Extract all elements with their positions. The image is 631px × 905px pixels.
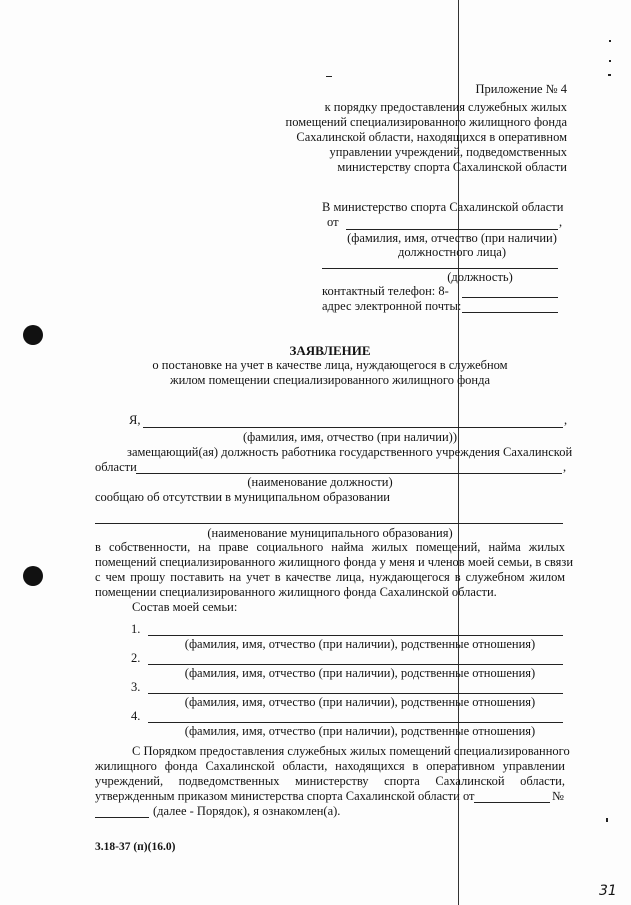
order-date-line — [474, 802, 550, 803]
family-member-line — [148, 722, 563, 723]
family-label: Состав моей семьи: — [132, 600, 238, 614]
header-line: управлении учреждений, подведомственных — [329, 145, 567, 159]
family-member-line — [148, 635, 563, 636]
position-caption: (должность) — [447, 270, 513, 284]
statement-line: с чем прошу поставить на учет в качестве лица, нуждающегося в служебном жилом — [95, 570, 565, 584]
phone-label: контактный телефон: 8- — [322, 284, 449, 298]
statement-line: помещений специализированного жилищного фонда у меня и членов моей семьи, в связи — [95, 555, 574, 569]
region-line-end: , — [563, 460, 567, 474]
email-label: адрес электронной почты: — [322, 299, 462, 313]
from-caption: (фамилия, имя, отчество (при наличии) — [347, 231, 557, 245]
form-code: 3.18-37 (п)(16.0) — [95, 841, 176, 853]
family-number: 4. — [131, 709, 141, 723]
applicant-caption: (фамилия, имя, отчество (при наличии)) — [242, 430, 457, 444]
closing-line: жилищного фонда Сахалинской области, находящихся в оперативном управлении — [95, 759, 565, 773]
scan-speck — [326, 76, 332, 77]
order-number-line — [95, 817, 149, 818]
scan-speck — [606, 818, 608, 822]
addressee-from-label: от — [327, 215, 339, 229]
from-caption-2: должностного лица) — [397, 245, 507, 259]
document-title: ЗАЯВЛЕНИЕ — [289, 343, 371, 358]
header-line: министерству спорта Сахалинской области — [337, 160, 567, 174]
family-member-line — [148, 664, 563, 665]
family-member-caption: (фамилия, имя, отчество (при наличии), родственные отношения) — [184, 724, 536, 738]
scan-speck — [609, 60, 611, 62]
binder-hole-bottom — [23, 566, 43, 586]
phone-line — [462, 297, 558, 298]
family-member-line — [148, 693, 563, 694]
position-text: замещающий(ая) должность работника государственного учреждения Сахалинской — [127, 445, 573, 459]
family-number: 3. — [131, 680, 141, 694]
position-name-caption: (наименование должности) — [247, 475, 393, 489]
addressee-to: В министерство спорта Сахалинской области — [322, 200, 564, 214]
municipality-caption: (наименование муниципального образования) — [207, 526, 453, 540]
from-line-end: , — [559, 215, 563, 229]
statement-line: помещении специализированного жилищного фонда Сахалинской области. — [95, 585, 497, 599]
approved-text: утвержденным приказом министерства спорта Сахалинской области от — [95, 789, 475, 803]
family-number: 2. — [131, 651, 141, 665]
municipality-line — [95, 523, 563, 524]
closing-line: С Порядком предоставления служебных жилых помещений специализированного — [132, 744, 570, 758]
email-line — [462, 312, 558, 313]
applicant-line-end: , — [564, 413, 568, 427]
closing-last-line: (далее - Порядок), я ознакомлен(а). — [153, 804, 341, 818]
document-subtitle-2: жилом помещении специализированного жилищного фонда — [169, 373, 491, 387]
family-number: 1. — [131, 622, 141, 636]
from-name-line — [346, 229, 558, 230]
header-line: Сахалинской области, находящихся в оперативном — [296, 130, 567, 144]
closing-line: учреждений, подведомственных министерству спорта Сахалинской области, — [95, 774, 565, 788]
order-number-sign: № — [552, 789, 564, 803]
scan-speck — [608, 74, 611, 76]
appendix-number: Приложение № 4 — [475, 82, 567, 96]
family-member-caption: (фамилия, имя, отчество (при наличии), родственные отношения) — [184, 637, 536, 651]
header-line: к порядку предоставления служебных жилых — [324, 100, 567, 114]
absence-text: сообщаю об отсутствии в муниципальном образовании — [95, 490, 390, 504]
document-subtitle: о постановке на учет в качестве лица, нуждающегося в служебном — [152, 358, 508, 372]
statement-line: в собственности, на праве социального найма жилых помещений, найма жилых — [95, 540, 565, 554]
position-name-line — [136, 473, 562, 474]
binder-hole-top — [23, 325, 43, 345]
family-member-caption: (фамилия, имя, отчество (при наличии), родственные отношения) — [184, 695, 536, 709]
family-member-caption: (фамилия, имя, отчество (при наличии), родственные отношения) — [184, 666, 536, 680]
region-label: области — [95, 460, 137, 474]
header-line: помещений специализированного жилищного фонда — [285, 115, 567, 129]
scan-speck — [609, 40, 611, 42]
position-line — [322, 268, 558, 269]
applicant-name-line — [143, 427, 563, 428]
applicant-label: Я, — [129, 413, 141, 427]
page-number: 31 — [599, 883, 617, 899]
